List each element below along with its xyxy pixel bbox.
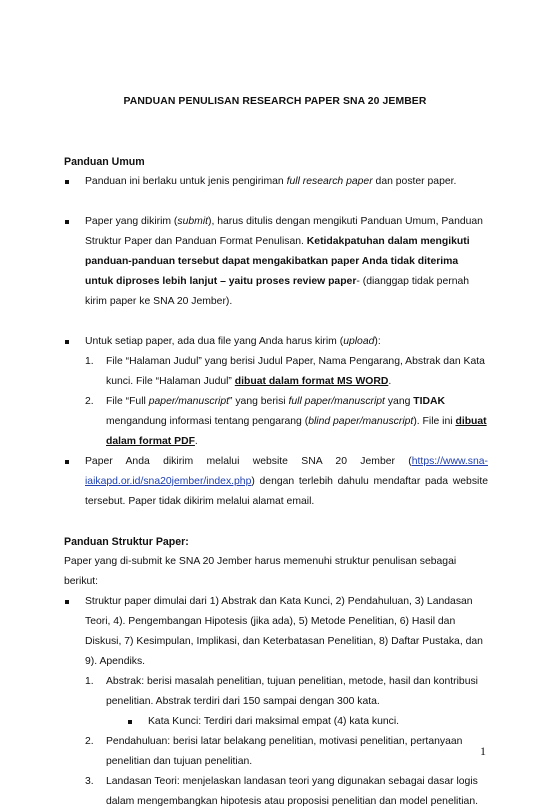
text-run: ): [374, 336, 381, 347]
text-run: ” yang berisi [229, 396, 289, 407]
text-run: Paper yang dikirim ( [85, 216, 178, 227]
emphasis-text: blind paper/manuscript [308, 416, 414, 427]
text-run: ), harus ditulis dengan mengikuti Panduan Umum, Panduan Struktur Paper dan Panduan Format Penulisan. [85, 216, 483, 247]
text-run: File “Full [106, 396, 149, 407]
umum-paragraph-4 [64, 452, 488, 512]
item-number: 2. [85, 736, 94, 747]
text-run: mengandung informasi tentang pengarang ( [106, 416, 309, 427]
text-run: Paper Anda dikirim melalui website SNA 20 Jember ( [85, 456, 412, 467]
item-number: 2. [85, 396, 94, 407]
text-run: - (dianggap tidak pernah kirim paper ke SNA 20 Jember). [85, 276, 470, 307]
struktur-intro: Paper yang di-submit ke SNA 20 Jember harus memenuhi struktur penulisan sebagai berikut: [64, 556, 457, 587]
struktur-subbullet: Kata Kunci: Terdiri dari maksimal empat (4) kata kunci. [127, 712, 488, 732]
underlined-bold-text: dibuat dalam format MS WORD [234, 376, 389, 387]
umum-paragraph-3 [64, 332, 488, 352]
emphasis-text: submit [177, 216, 209, 227]
text-run: ). File ini [413, 416, 456, 427]
numbered-item-2 [85, 392, 488, 452]
item-number: 3. [85, 776, 94, 787]
document-body [64, 152, 488, 812]
page-number: 1 [480, 744, 486, 758]
struktur-item-2 [85, 732, 488, 772]
text-run: File “Halaman Judul” yang berisi Judul Paper, Nama Pengarang, Abstrak dan Kata kunci. File “Halaman Judul” [106, 356, 485, 387]
bold-text: TIDAK [413, 396, 446, 407]
text-run: Untuk setiap paper, ada dua file yang Anda harus kirim ( [85, 336, 344, 347]
text-run: yang [384, 396, 414, 407]
struktur-item-3 [85, 772, 488, 812]
item-number: 1. [85, 676, 94, 687]
struktur-bullet: Struktur paper dimulai dari 1) Abstrak dan Kata Kunci, 2) Pendahuluan, 3) Landasan Teori, 4). Pengembangan Hipotesis (jika ada), 5) Metode Penelitian, 6) Hasil dan Diskusi, 7) Kesimpulan, Implikasi, dan Keterbatasan Penelitian, 8) Daftar Pustaka, dan 9). Apendiks. [64, 592, 488, 672]
text-run: dan poster paper. [372, 176, 457, 187]
text-run: Panduan ini berlaku untuk jenis pengiriman [85, 176, 287, 187]
text-run: . [388, 376, 392, 387]
section-heading-struktur: Panduan Struktur Paper: [64, 536, 189, 548]
emphasis-text: full research paper [286, 176, 373, 187]
numbered-item-1 [85, 352, 488, 392]
website-link[interactable]: https://www.sna-iaikapd.or.id/sna20jember/index.php [85, 456, 488, 487]
section-heading-umum: Panduan Umum [64, 156, 145, 168]
document-title: PANDUAN PENULISAN RESEARCH PAPER SNA 20 JEMBER [123, 96, 427, 107]
text-run: Landasan Teori: menjelaskan landasan teori yang digunakan sebagai dasar logis dalam mengembangkan hipotesis atau proposisi penelitian dan model penelitian. [106, 776, 478, 807]
text-run: . [194, 436, 198, 447]
text-run: Pendahuluan: berisi latar belakang penelitian, motivasi penelitian, pertanyaan penelitian dan tujuan penelitian. [106, 736, 463, 767]
emphasis-text: full paper/manuscript [288, 396, 385, 407]
umum-paragraph-1 [64, 172, 488, 192]
underlined-bold-text: dibuat dalam format PDF [106, 416, 487, 447]
text-run: Abstrak: berisi masalah penelitian, tujuan penelitian, metode, hasil dan kontribusi penelitian. Abstrak terdiri dari 150 sampai dengan 300 kata. [106, 676, 478, 707]
struktur-item-1 [85, 672, 488, 712]
emphasis-text: paper/manuscript [148, 396, 230, 407]
emphasis-text: upload [343, 336, 375, 347]
item-number: 1. [85, 356, 94, 367]
text-run: ) dengan terlebih dahulu mendaftar pada website tersebut. Paper tidak dikirim melalui alamat email. [85, 476, 488, 507]
umum-paragraph-2 [64, 212, 488, 312]
bold-warning-text: Ketidakpatuhan dalam mengikuti panduan-panduan tersebut dapat mengakibatkan paper Anda tidak diterima untuk diproses lebih lanjut – yaitu proses review paper [85, 236, 470, 287]
